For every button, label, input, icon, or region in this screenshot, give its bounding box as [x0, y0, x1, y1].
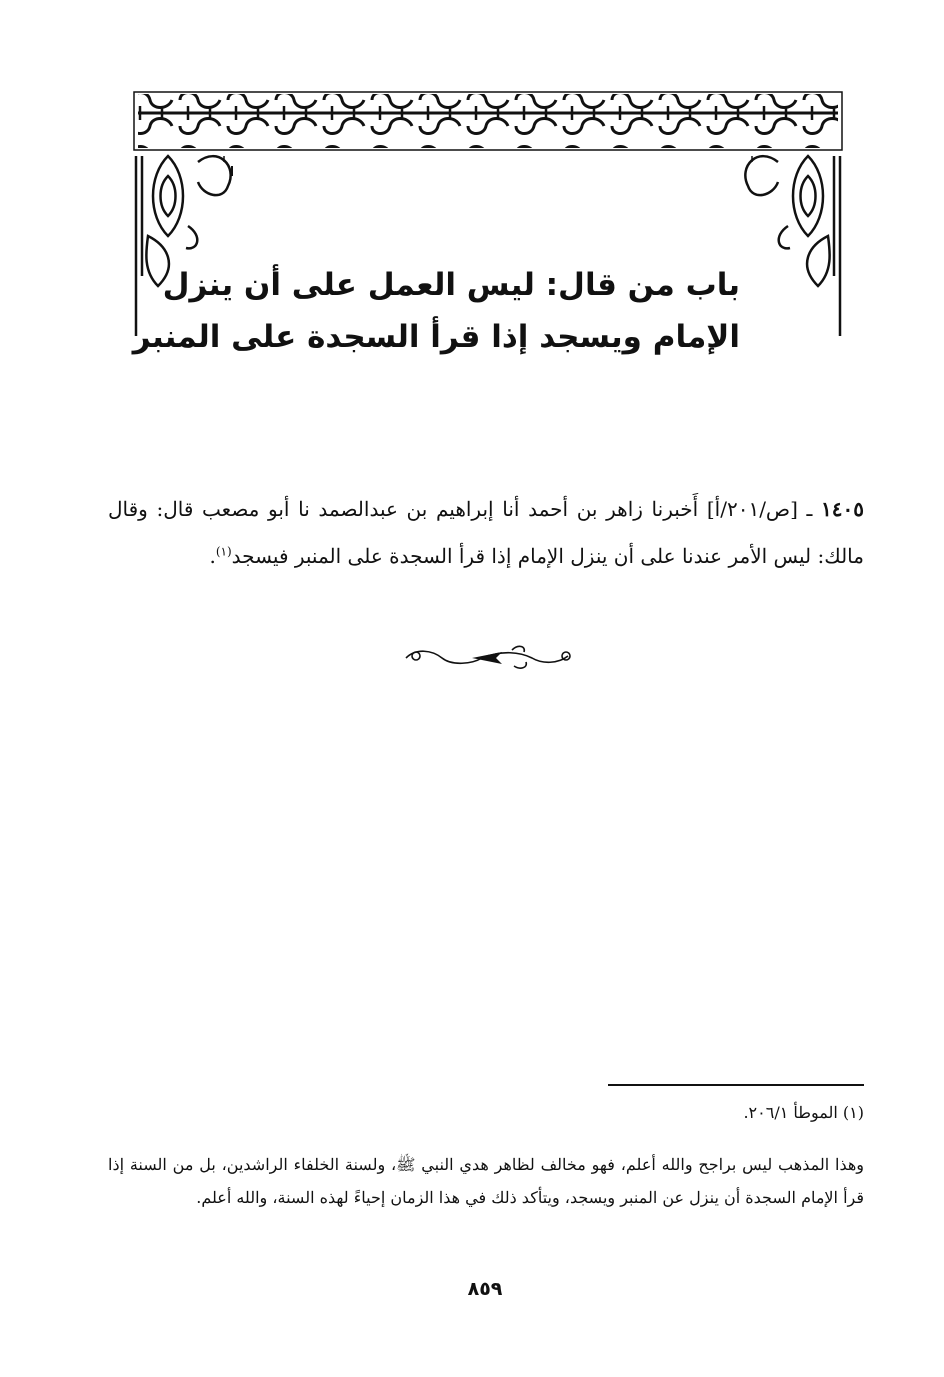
hadith-paragraph: [108, 486, 864, 580]
hadith-number: ١٤٠٥: [821, 497, 865, 521]
chapter-title-line-2: الإمام ويسجد إذا قرأ السجدة على المنبر: [132, 319, 740, 355]
footnote-marker: (١): [215, 544, 232, 559]
hadith-end: .: [209, 544, 216, 568]
footnote-separator: [608, 1084, 864, 1086]
footnote-reference: (١) الموطأ ٢٠٦/١.: [743, 1103, 864, 1122]
page-number: ٨٥٩: [467, 1278, 503, 1300]
hadith-text: ـ [ص/٢٠١/أ] أَخبرنا زاهر بن أحمد أنا إبراهيم بن عبدالصمد نا أبو مصعب قال: وقال مالك: ليس الأمر عندنا على أن ينزل الإمام إذا قرأ السجدة على المنبر فيسجد: [108, 497, 864, 568]
footnote-commentary: وهذا المذهب ليس براجح والله أعلم، فهو مخالف لظاهر هدي النبي ﷺ، ولسنة الخلفاء الراشدين، بل من السنة إذا قرأ الإمام السجدة أن ينزل عن المنبر ويسجد، ويتأكد ذلك في هذا الزمان إحياءً لهذه السنة، والله أعلم.: [108, 1155, 865, 1207]
section-divider-ornament: [402, 640, 578, 674]
chapter-title-line-1: باب من قال: ليس العمل على أن ينزل: [162, 267, 740, 303]
